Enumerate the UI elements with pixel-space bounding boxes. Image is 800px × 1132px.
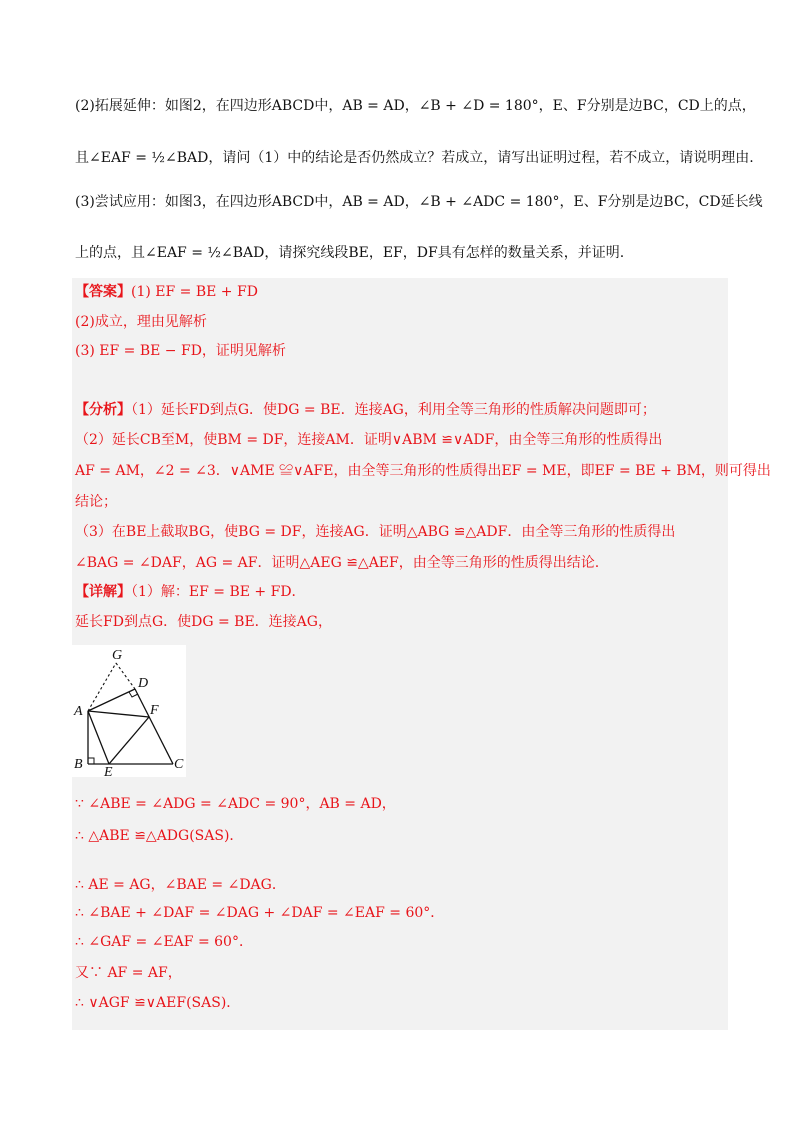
- proof-step-2: ∴ △ABE ≌△ADG(SAS)．: [75, 828, 244, 844]
- proof-step-1: ∵ ∠ABE = ∠ADG = ∠ADC = 90°，AB = AD，: [75, 796, 396, 812]
- proof-step-6: 又∵ AF = AF，: [75, 965, 182, 981]
- question-part2-line1: (2)拓展延伸：如图2，在四边形ABCD中，AB = AD，∠B + ∠D = 180°，E、F分别是边BC，CD上的点，: [75, 98, 756, 114]
- analysis-line-5: （3）在BE上截取BG，使BG = DF，连接AG．证明△ABG ≌△ADF．由全等三角形的性质得出: [75, 524, 676, 540]
- question-part3-line1: (3)尝试应用：如图3，在四边形ABCD中，AB = AD，∠B + ∠ADC = 180°，E、F分别是边BC，CD延长线: [75, 194, 763, 210]
- analysis-line-1: [75, 400, 656, 420]
- proof-step-4: ∴ ∠BAE + ∠DAF = ∠DAG + ∠DAF = ∠EAF = 60°．: [75, 905, 445, 921]
- segment-AD: [88, 689, 135, 711]
- analysis-tag: 【分析】: [75, 402, 131, 418]
- geometry-figure-svg: [72, 645, 186, 777]
- analysis-line-6: ∠BAG = ∠DAF，AG = AF．证明△AEG ≌△AEF，由全等三角形的性质得出结论.: [75, 555, 600, 571]
- question-part3-line2: 上的点，且∠EAF = ½∠BAD，请探究线段BE，EF，DF具有怎样的数量关系，并证明.: [75, 245, 625, 261]
- analysis-line-4: 结论；: [75, 494, 117, 510]
- answer-line-1: [75, 282, 258, 302]
- analysis-text-1: （1）延长FD到点G．使DG = BE．连接AG，利用全等三角形的性质解决问题即可；: [131, 402, 656, 418]
- proof-step-5: ∴ ∠GAF = ∠EAF = 60°．: [75, 934, 253, 950]
- answer-item-1: (1) EF = BE + FD: [131, 284, 258, 300]
- detail-line-1: [75, 582, 306, 602]
- segment-EF: [109, 717, 149, 764]
- answer-item-2: (2)成立，理由见解析: [75, 314, 207, 330]
- segment-AE: [88, 711, 109, 764]
- label-E: E: [104, 765, 113, 777]
- right-angle-mark-B: [88, 758, 94, 764]
- detail-tag: 【详解】: [75, 584, 131, 600]
- dashed-segment-GD: [116, 663, 135, 689]
- label-B: B: [74, 757, 83, 772]
- detail-text-1: （1）解：EF = BE + FD．: [131, 584, 306, 600]
- geometry-figure: [72, 645, 186, 777]
- label-C: C: [174, 757, 184, 772]
- proof-step-7: ∴ ∨AGF ≌∨AEF(SAS)．: [75, 995, 241, 1011]
- analysis-line-3: AF = AM，∠2 = ∠3．∨AME ≌∨AFE，由全等三角形的性质得出EF = ME，即EF = BE + BM，则可得出: [75, 463, 771, 479]
- answer-tag: 【答案】: [75, 284, 131, 300]
- question-part2-line2: 且∠EAF = ½∠BAD，请问（1）中的结论是否仍然成立？若成立，请写出证明过程，若不成立，请说明理由.: [75, 150, 754, 166]
- label-D: D: [138, 676, 149, 691]
- proof-step-3: ∴ AE = AG，∠BAE = ∠DAG．: [75, 877, 286, 893]
- answer-item-3: (3) EF = BE − FD，证明见解析: [75, 343, 286, 359]
- segment-AF: [88, 711, 149, 717]
- label-G: G: [112, 648, 123, 663]
- detail-line-2: 延长FD到点G．使DG = BE．连接AG，: [75, 614, 332, 630]
- analysis-line-2: （2）延长CB至M，使BM = DF，连接AM．证明∨ABM ≌∨ADF，由全等三角形的性质得出: [75, 432, 663, 448]
- label-A: A: [74, 704, 83, 719]
- label-F: F: [150, 703, 159, 718]
